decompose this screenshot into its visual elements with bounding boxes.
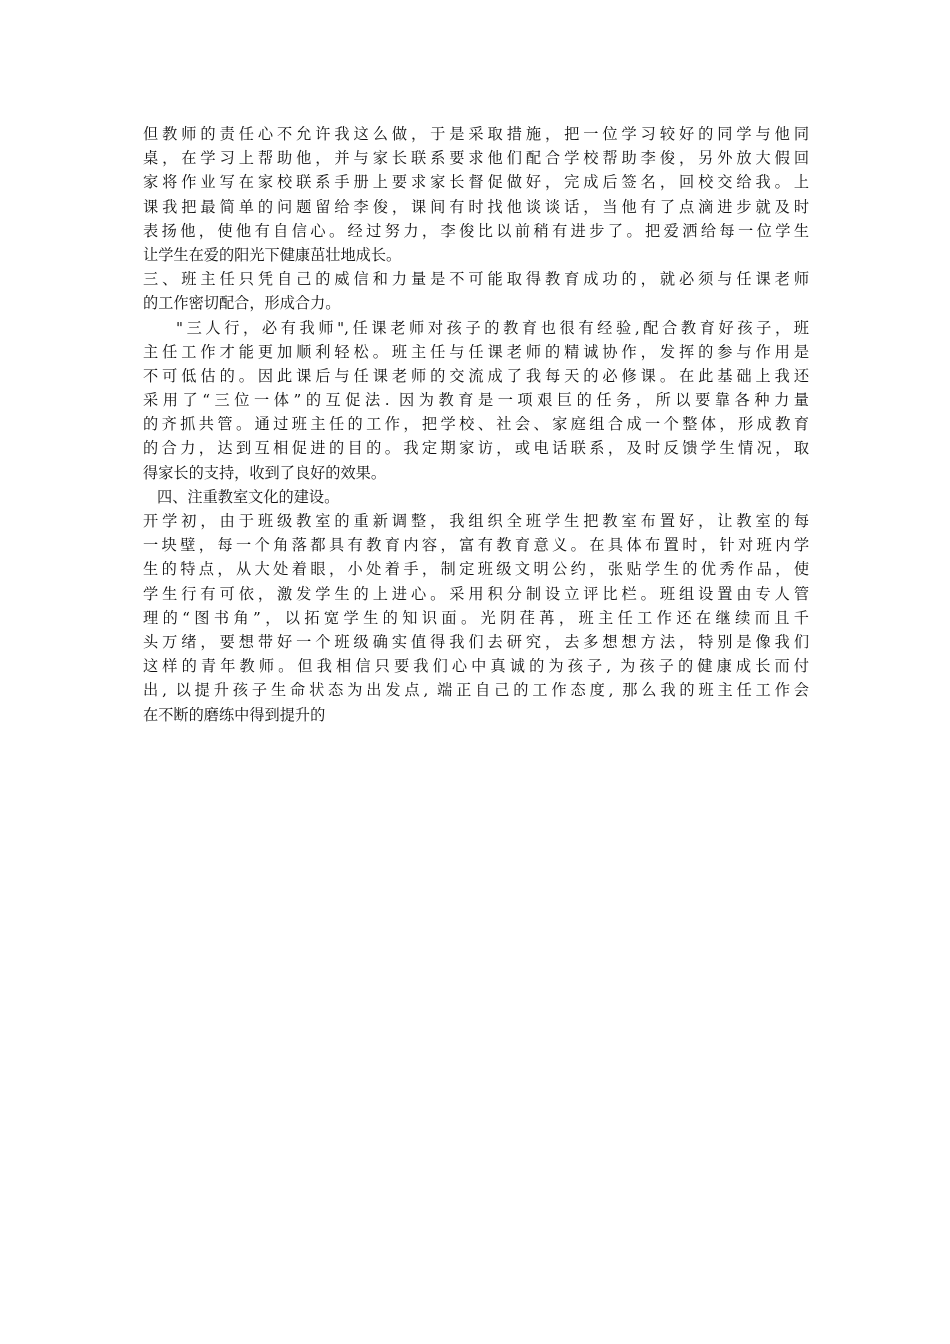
section-heading: 四、注重教室文化的建设。 (157, 487, 340, 506)
text-line: 桌，在学习上帮助他，并与家长联系要求他们配合学校帮助李俊，另外放大假回 (143, 149, 809, 168)
paragraph-continuation (143, 122, 809, 267)
text-line: 头万绪，要想带好一个班级确实值得我们去研究，去多想想方法，特别是像我们 (143, 632, 809, 651)
paragraph-section-three (143, 267, 809, 315)
paragraph-section-four (143, 485, 809, 509)
text-line: 但教师的责任心不允许我这么做，于是采取措施，把一位学习较好的同学与他同 (143, 125, 809, 143)
text-line: 的合力，达到互相促进的目的。我定期家访，或电话联系，及时反馈学生情况，取 (143, 439, 809, 458)
text-line: 的齐抓共管。通过班主任的工作，把学校、社会、家庭组合成一个整体，形成教育 (143, 415, 809, 434)
text-line: "三人行，必有我师",任课老师对孩子的教育也很有经验,配合教育好孩子，班 (176, 318, 809, 337)
text-line: 出, 以提升孩子生命状态为出发点, 端正自己的工作态度, 那么我的班主任工作会 (143, 681, 809, 700)
text-line: 让学生在爱的阳光下健康茁壮地成长。 (143, 245, 402, 264)
text-line: 主任工作才能更加顺利轻松。班主任与任课老师的精诚协作，发挥的参与作用是 (143, 342, 809, 361)
text-line: 学生行有可依，激发学生的上进心。采用积分制设立评比栏。班组设置由专人管 (143, 584, 809, 603)
paragraph-classroom-culture (143, 509, 809, 727)
text-line: 在不断的磨练中得到提升的 (143, 705, 326, 724)
text-line: 课我把最简单的问题留给李俊，课间有时找他谈谈话，当他有了点滴进步就及时 (143, 197, 809, 216)
text-line: 理的“图书角”，以拓宽学生的知识面。光阴荏苒，班主任工作还在继续而且千 (143, 608, 809, 627)
text-line: 得家长的支持，收到了良好的效果。 (143, 463, 386, 482)
text-line: 家将作业写在家校联系手册上要求家长督促做好，完成后签名，回校交给我。上 (143, 173, 809, 192)
document-body (143, 122, 809, 727)
text-line: 这样的青年教师。但我相信只要我们心中真诚的为孩子, 为孩子的健康成长而付 (143, 657, 809, 676)
text-line: 一块壁，每一个角落都具有教育内容，富有教育意义。在具体布置时，针对班内学 (143, 536, 809, 555)
text-line: 的工作密切配合，形成合力。 (143, 294, 341, 313)
text-line: 开学初，由于班级教室的重新调整，我组织全班学生把教室布置好，让教室的每 (143, 512, 809, 530)
section-heading-line: 三、班主任只凭自己的威信和力量是不可能取得教育成功的，就必须与任课老师 (143, 270, 809, 289)
text-line: 不可低估的。因此课后与任课老师的交流成了我每天的必修课。在此基础上我还 (143, 366, 809, 385)
paragraph-teamwork (143, 316, 809, 485)
text-line: 生的特点，从大处着眼，小处着手，制定班级文明公约，张贴学生的优秀作品，使 (143, 560, 809, 579)
text-line: 表扬他，使他有自信心。经过努力，李俊比以前稍有进步了。把爱洒给每一位学生 (143, 221, 809, 240)
text-line: 采用了“三位一体”的互促法. 因为教育是一项艰巨的任务，所以要靠各种力量 (143, 391, 809, 410)
